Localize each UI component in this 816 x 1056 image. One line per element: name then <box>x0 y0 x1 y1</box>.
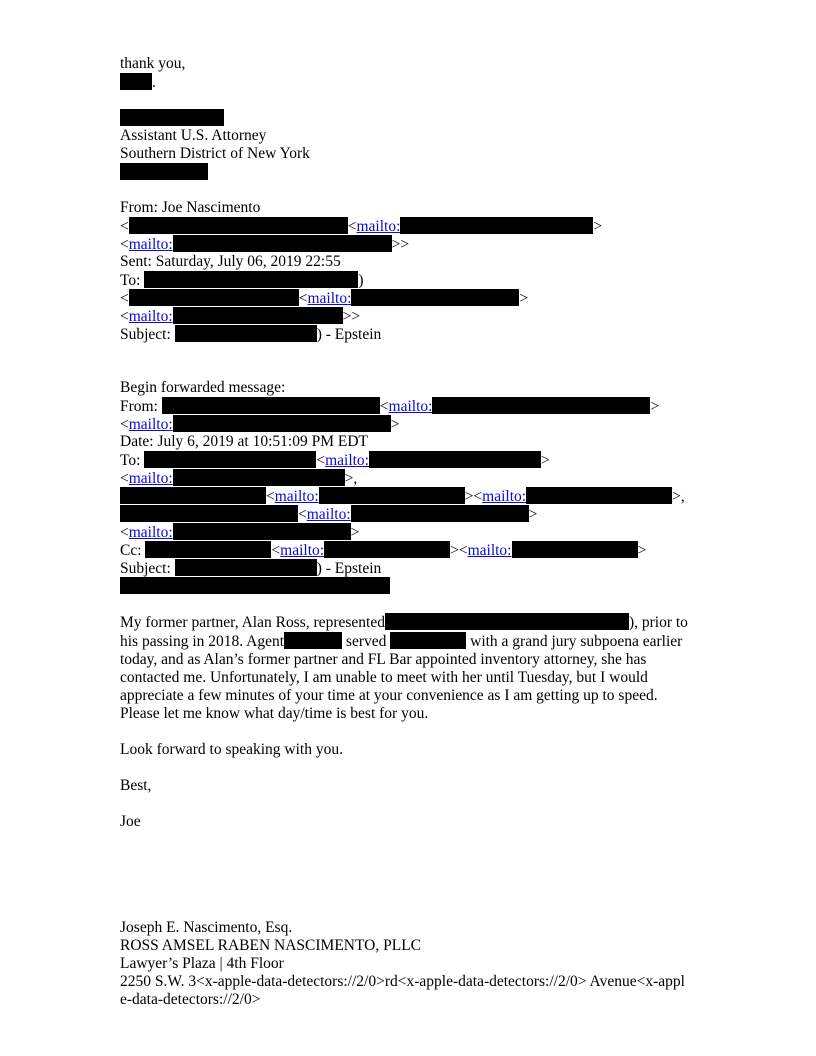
fwd-subject-line: Subject: ) - Epstein <box>120 326 382 343</box>
redaction-block <box>173 235 392 252</box>
redaction-block <box>144 451 316 468</box>
mailto-link[interactable]: mailto: <box>128 308 173 325</box>
orig-date-line: Date: July 6, 2019 at 10:51:09 PM EDT <box>120 433 368 450</box>
redaction-block <box>120 505 298 522</box>
redaction-block <box>175 559 317 576</box>
signature-address: 2250 S.W. 3<x-apple-data-detectors://2/0>rd<x-apple-data-detectors://2/0> Avenue<x-apple-data-detectors://2/0> <box>120 973 685 1008</box>
mailto-link[interactable]: mailto: <box>128 236 173 253</box>
redaction-block <box>173 523 351 540</box>
mailto-link[interactable]: mailto: <box>356 218 401 235</box>
body-best: Best, <box>120 777 152 794</box>
fwd-sent-line: Sent: Saturday, July 06, 2019 22:55 <box>120 253 341 270</box>
mailto-link[interactable]: mailto: <box>307 290 352 307</box>
redaction-block <box>351 289 519 306</box>
redaction-block <box>284 632 342 649</box>
signer-office: Southern District of New York <box>120 145 310 162</box>
signer-title: Assistant U.S. Attorney <box>120 127 267 144</box>
fwd-to-address-line: < <mailto: > <box>120 290 529 307</box>
redaction-block <box>129 217 348 234</box>
redaction-block <box>319 487 465 504</box>
redaction-block <box>173 415 391 432</box>
redaction-block <box>400 217 593 234</box>
redaction-block <box>120 487 266 504</box>
redaction-block <box>385 613 629 630</box>
mailto-link[interactable]: mailto: <box>467 542 512 559</box>
signer-initials-line <box>120 73 740 91</box>
redaction-block <box>512 541 638 558</box>
body-paragraph: My former partner, Alan Ross, represented ), prior to his passing in 2018. Agent served with a grand jury subpoena earlier today, and as Alan’s former partner and FL Bar appointed inventory attorney, she has contacted me. Unfortunately, I am unable to meet with her until Tuesday, but I would appreciate a few minutes of your time at your convenience as I am getting up to speed. Please let me know what day/time is best for you. <box>120 614 688 722</box>
fwd-to-address-line-2: <mailto: >> <box>120 308 361 325</box>
fwd-to-line: To: ) <box>120 272 364 289</box>
mailto-link[interactable]: mailto: <box>128 470 173 487</box>
redaction-block <box>120 109 224 126</box>
redaction-block <box>175 325 317 342</box>
email-document <box>120 55 740 831</box>
redaction-block <box>173 307 343 324</box>
redaction-block <box>162 397 380 414</box>
fwd-from-label: From: Joe Nascimento <box>120 199 261 216</box>
orig-subject-line: Subject: ) - Epstein <box>120 560 382 577</box>
redaction-block <box>173 469 345 486</box>
redaction-block <box>324 541 450 558</box>
orig-to-line-2: <mailto: >, <box>120 470 358 487</box>
mailto-link[interactable]: mailto: <box>274 488 319 505</box>
mailto-link[interactable]: mailto: <box>325 452 369 469</box>
mailto-link[interactable]: mailto: <box>482 488 527 505</box>
orig-to-line: To: <mailto: > <box>120 452 550 469</box>
body-closing-line: Look forward to speaking with you. <box>120 741 343 758</box>
orig-to-line-5: <mailto: > <box>120 524 360 541</box>
redaction-block <box>120 577 390 594</box>
signer-name-line <box>120 109 740 127</box>
fwd-from-address-line: < <mailto: > <box>120 218 603 235</box>
period-text: . <box>152 74 156 91</box>
orig-from-line: From: <mailto: > <box>120 398 660 415</box>
signature-name: Joseph E. Nascimento, Esq. <box>120 919 293 936</box>
redaction-block <box>129 289 299 306</box>
redaction-block <box>432 397 650 414</box>
redaction-block <box>369 451 541 468</box>
signature-firm: ROSS AMSEL RABEN NASCIMENTO, PLLC <box>120 937 422 954</box>
mailto-link[interactable]: mailto: <box>128 416 173 433</box>
mailto-link[interactable]: mailto: <box>280 542 325 559</box>
redaction-block <box>390 632 466 649</box>
begin-forwarded-label: Begin forwarded message: <box>120 379 286 396</box>
body-name: Joe <box>120 813 141 830</box>
email-signature <box>120 919 720 1009</box>
redaction-block <box>351 505 529 522</box>
thanks-line: thank you, <box>120 55 186 72</box>
orig-redacted-line <box>120 577 740 595</box>
redaction-block <box>526 487 672 504</box>
orig-cc-line: Cc: <mailto: ><mailto: > <box>120 542 647 559</box>
orig-to-line-4: <mailto: > <box>120 505 740 523</box>
orig-from-line-2: <mailto: > <box>120 416 400 433</box>
redaction-block <box>120 163 208 180</box>
redaction-block <box>145 541 271 558</box>
signature-building: Lawyer’s Plaza | 4th Floor <box>120 955 284 972</box>
mailto-link[interactable]: mailto: <box>128 524 173 541</box>
orig-to-line-3: <mailto: ><mailto: >, <box>120 487 740 505</box>
fwd-from-address-line-2: <mailto: >> <box>120 236 410 253</box>
redaction-block <box>120 73 152 90</box>
mailto-link[interactable]: mailto: <box>388 398 433 415</box>
mailto-link[interactable]: mailto: <box>306 506 351 523</box>
redaction-block <box>144 271 358 288</box>
signer-phone-line <box>120 163 740 181</box>
